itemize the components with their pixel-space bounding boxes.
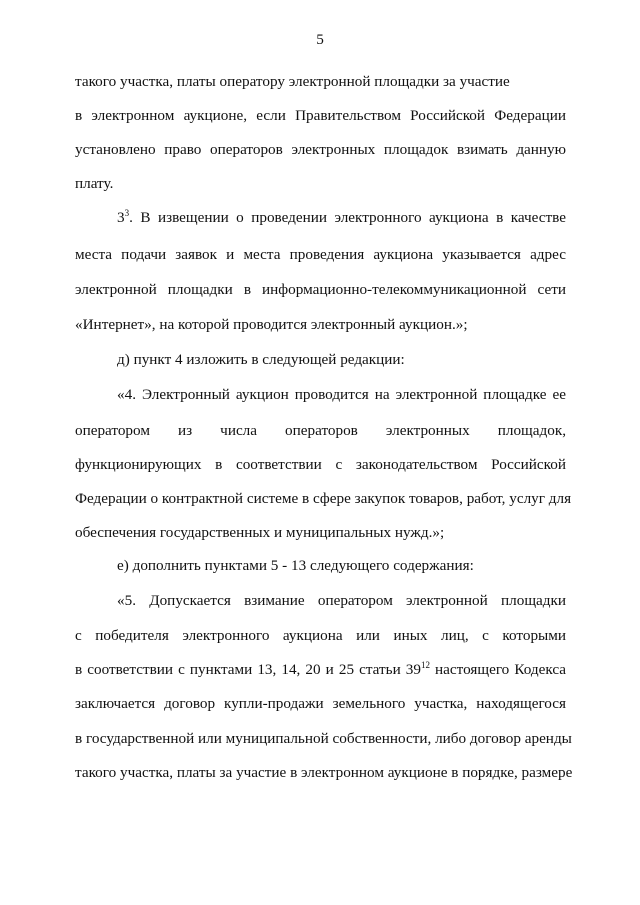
text-line: обеспечения государственных и муниципальных нужд.»; [75, 524, 445, 541]
text-line: в соответствии с пунктами 13, 14, 20 и 25 статьи $39^{12}$ настоящего Кодекса [75, 660, 566, 678]
text-line: в электронном аукционе, если Правительством Российской Федерации [75, 107, 566, 124]
text-line: с победителя электронного аукциона или иных лиц, с которыми [75, 627, 566, 644]
text-line: заключается договор купли-продажи земельного участка, находящегося [75, 695, 566, 712]
text-line: е) дополнить пунктами 5 - 13 следующего содержания: [117, 557, 474, 574]
text-line: функционирующих в соответствии с законодательством Российской [75, 456, 566, 473]
text-line: места подачи заявок и места проведения аукциона указывается адрес [75, 246, 566, 263]
clause-number: 3 [117, 209, 125, 226]
text-line: электронной площадки в информационно-телекоммуникационной сети [75, 281, 566, 298]
text-line: Федерации о контрактной системе в сфере закупок товаров, работ, услуг для [75, 490, 572, 507]
article-superscript: 12 [420, 660, 430, 671]
clause-superscript: 3 [124, 208, 130, 219]
text-line: в государственной или муниципальной собственности, либо договор аренды [75, 730, 572, 747]
text-line: такого участка, платы за участие в электронном аукционе в порядке, размере [75, 764, 573, 781]
text-line: «5. Допускается взимание оператором электронной площадки [117, 592, 566, 609]
text-line: установлено право операторов электронных площадок взимать данную [75, 141, 566, 158]
text-line: оператором из числа операторов электронных площадок, [75, 422, 566, 439]
text-line: д) пункт 4 изложить в следующей редакции: [117, 351, 405, 368]
text-line: $3^3$. В извещении о проведении электронного аукциона в качестве [117, 208, 566, 226]
page-number: 5 [316, 31, 324, 48]
text-line: «4. Электронный аукцион проводится на электронной площадке ее [117, 386, 566, 403]
text-line: такого участка, платы оператору электронной площадки за участие [75, 73, 510, 90]
text-line: плату. [75, 175, 114, 192]
text-line: «Интернет», на которой проводится электронный аукцион.»; [75, 316, 468, 333]
